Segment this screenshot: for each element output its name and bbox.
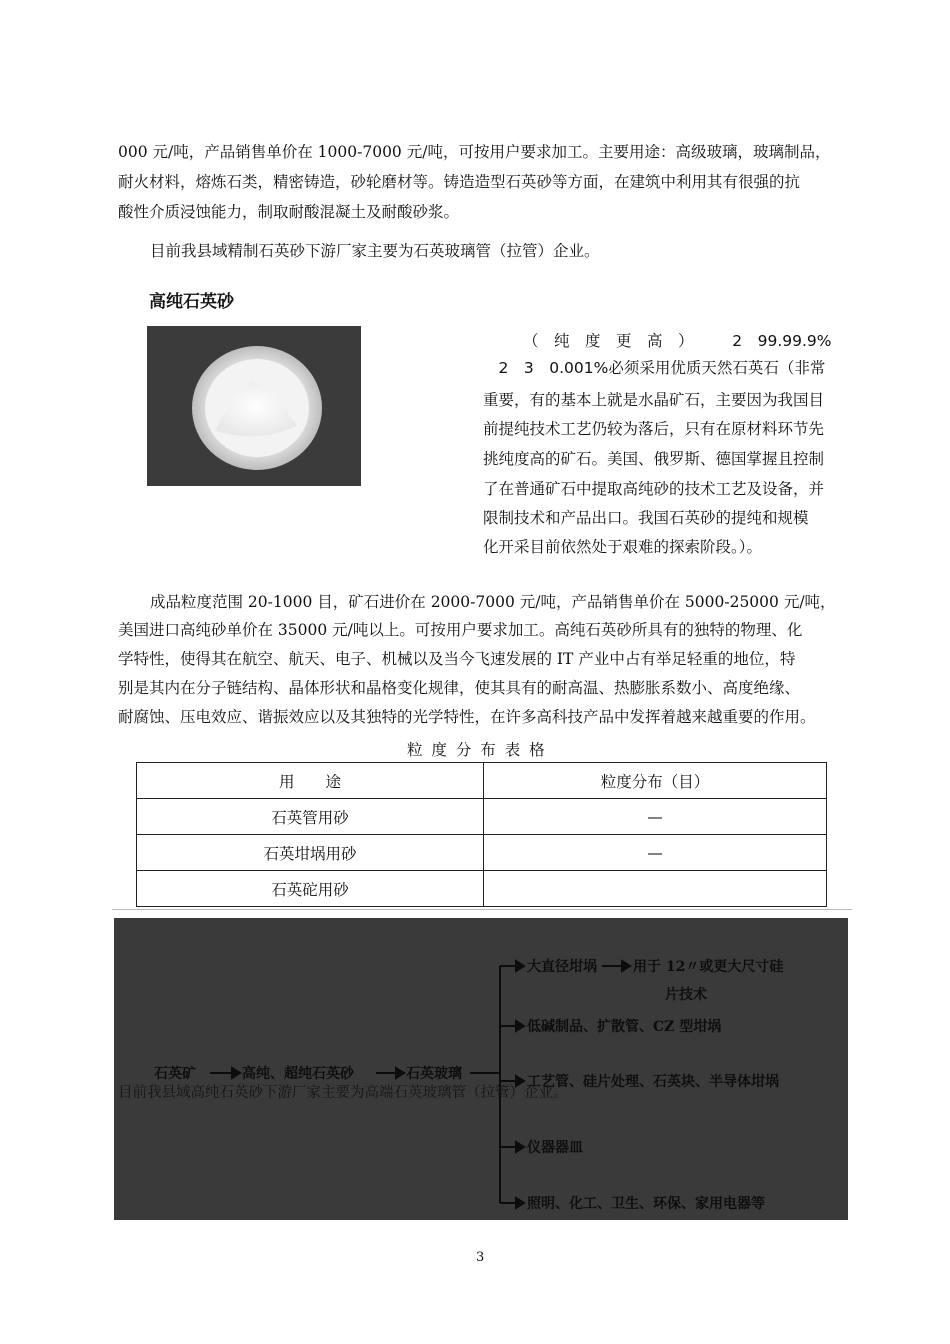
table-cell: 石英砣用砂 (137, 871, 484, 907)
intro-line-3: 酸性介质浸蚀能力，制取耐酸混凝土及耐酸砂浆。 (118, 203, 460, 221)
flowchart-image (114, 918, 848, 1220)
quartz-powder-photo (147, 326, 361, 486)
table-row (137, 799, 827, 835)
flow-branch-target: 用于 12〃或更大尺寸硅 (633, 959, 784, 975)
side-line: （ 纯 度 更 高 ） 2 99.99.9% (523, 332, 832, 350)
divider (112, 909, 852, 910)
flowchart-overlay-text: 目前我县域高纯石英砂下游厂家主要为高端石英玻璃管（拉管）企业。 (118, 1085, 568, 1101)
table-caption: 粒 度 分 布 表 格 (407, 741, 547, 759)
body-line-3: 学特性，使得其在航空、航天、电子、机械以及当今飞速发展的 IT 产业中占有举足轻重的地位，特 (118, 650, 796, 668)
distribution-table (136, 762, 827, 907)
flow-branch: 低碱制品、扩散管、CZ 型坩埚 (527, 1019, 722, 1035)
body-line-5: 耐腐蚀、压电效应、谐振效应以及其独特的光学特性，在许多高科技产品中发挥着越来越重要的作用。 (118, 708, 816, 726)
flow-node-source: 石英矿 (154, 1066, 196, 1082)
table-cell: 石英管用砂 (137, 799, 484, 835)
intro-line-1: 000 元/吨，产品销售单价在 1000-7000 元/吨，可按用户要求加工。主要用途：高级玻璃，玻璃制品， (118, 143, 831, 161)
table-cell: 石英坩埚用砂 (137, 835, 484, 871)
side-line: 前提纯技术工艺仍较为落后，只有在原材料环节先 (483, 420, 825, 438)
body-line-4: 别是其内在分子链结构、晶体形状和晶格变化规律，使其具有的耐高温、热膨胀系数小、高度绝缘、 (118, 679, 801, 697)
table-header: 粒度分布（目） (484, 763, 827, 799)
table-header: 用 途 (137, 763, 484, 799)
body-line-1: 成品粒度范围 20-1000 目，矿石进价在 2000-7000 元/吨，产品销售单价在 5000-25000 元/吨， (150, 593, 836, 611)
downstream-note: 目前我县域精制石英砂下游厂家主要为石英玻璃管（拉管）企业。 (150, 242, 600, 260)
table-cell (484, 871, 827, 907)
intro-line-2: 耐火材料，熔炼石类，精密铸造，砂轮磨材等。铸造造型石英砂等方面，在建筑中利用其有很强的抗 (118, 173, 801, 191)
table-header-row (137, 763, 827, 799)
flow-branch-target: 片技术 (665, 987, 707, 1003)
table-row (137, 871, 827, 907)
flow-branch: 仪器器皿 (527, 1140, 583, 1156)
flow-node-purified-sand: 高纯、超纯石英砂 (242, 1066, 354, 1082)
table-row (137, 835, 827, 871)
table-cell: — (484, 799, 827, 835)
flow-branch: 大直径坩埚 (527, 959, 597, 975)
side-line: 限制技术和产品出口。我国石英砂的提纯和规模 (483, 509, 809, 527)
side-line: 挑纯度高的矿石。美国、俄罗斯、德国掌握且控制 (483, 450, 825, 468)
flow-node-quartz-glass: 石英玻璃 (406, 1066, 462, 1082)
table-cell: — (484, 835, 827, 871)
page-number: 3 (476, 1250, 485, 1265)
flow-branch: 工艺管、硅片处理、石英块、半导体坩埚 (527, 1074, 779, 1090)
side-line: 化开采目前依然处于艰难的探索阶段。）。 (483, 538, 763, 556)
body-line-2: 美国进口高纯砂单价在 35000 元/吨以上。可按用户要求加工。高纯石英砂所具有的独特的物理、化 (118, 621, 803, 639)
side-line: 重要，有的基本上就是水晶矿石，主要因为我国目 (483, 391, 825, 409)
side-line: 了在普通矿石中提取高纯砂的技术工艺及设备，并 (483, 480, 825, 498)
section-title: 高纯石英砂 (149, 292, 234, 312)
flow-branch: 照明、化工、卫生、环保、家用电器等 (527, 1196, 765, 1212)
side-line: 2 3 0.001%必须采用优质天然石英石（非常 (483, 359, 826, 377)
